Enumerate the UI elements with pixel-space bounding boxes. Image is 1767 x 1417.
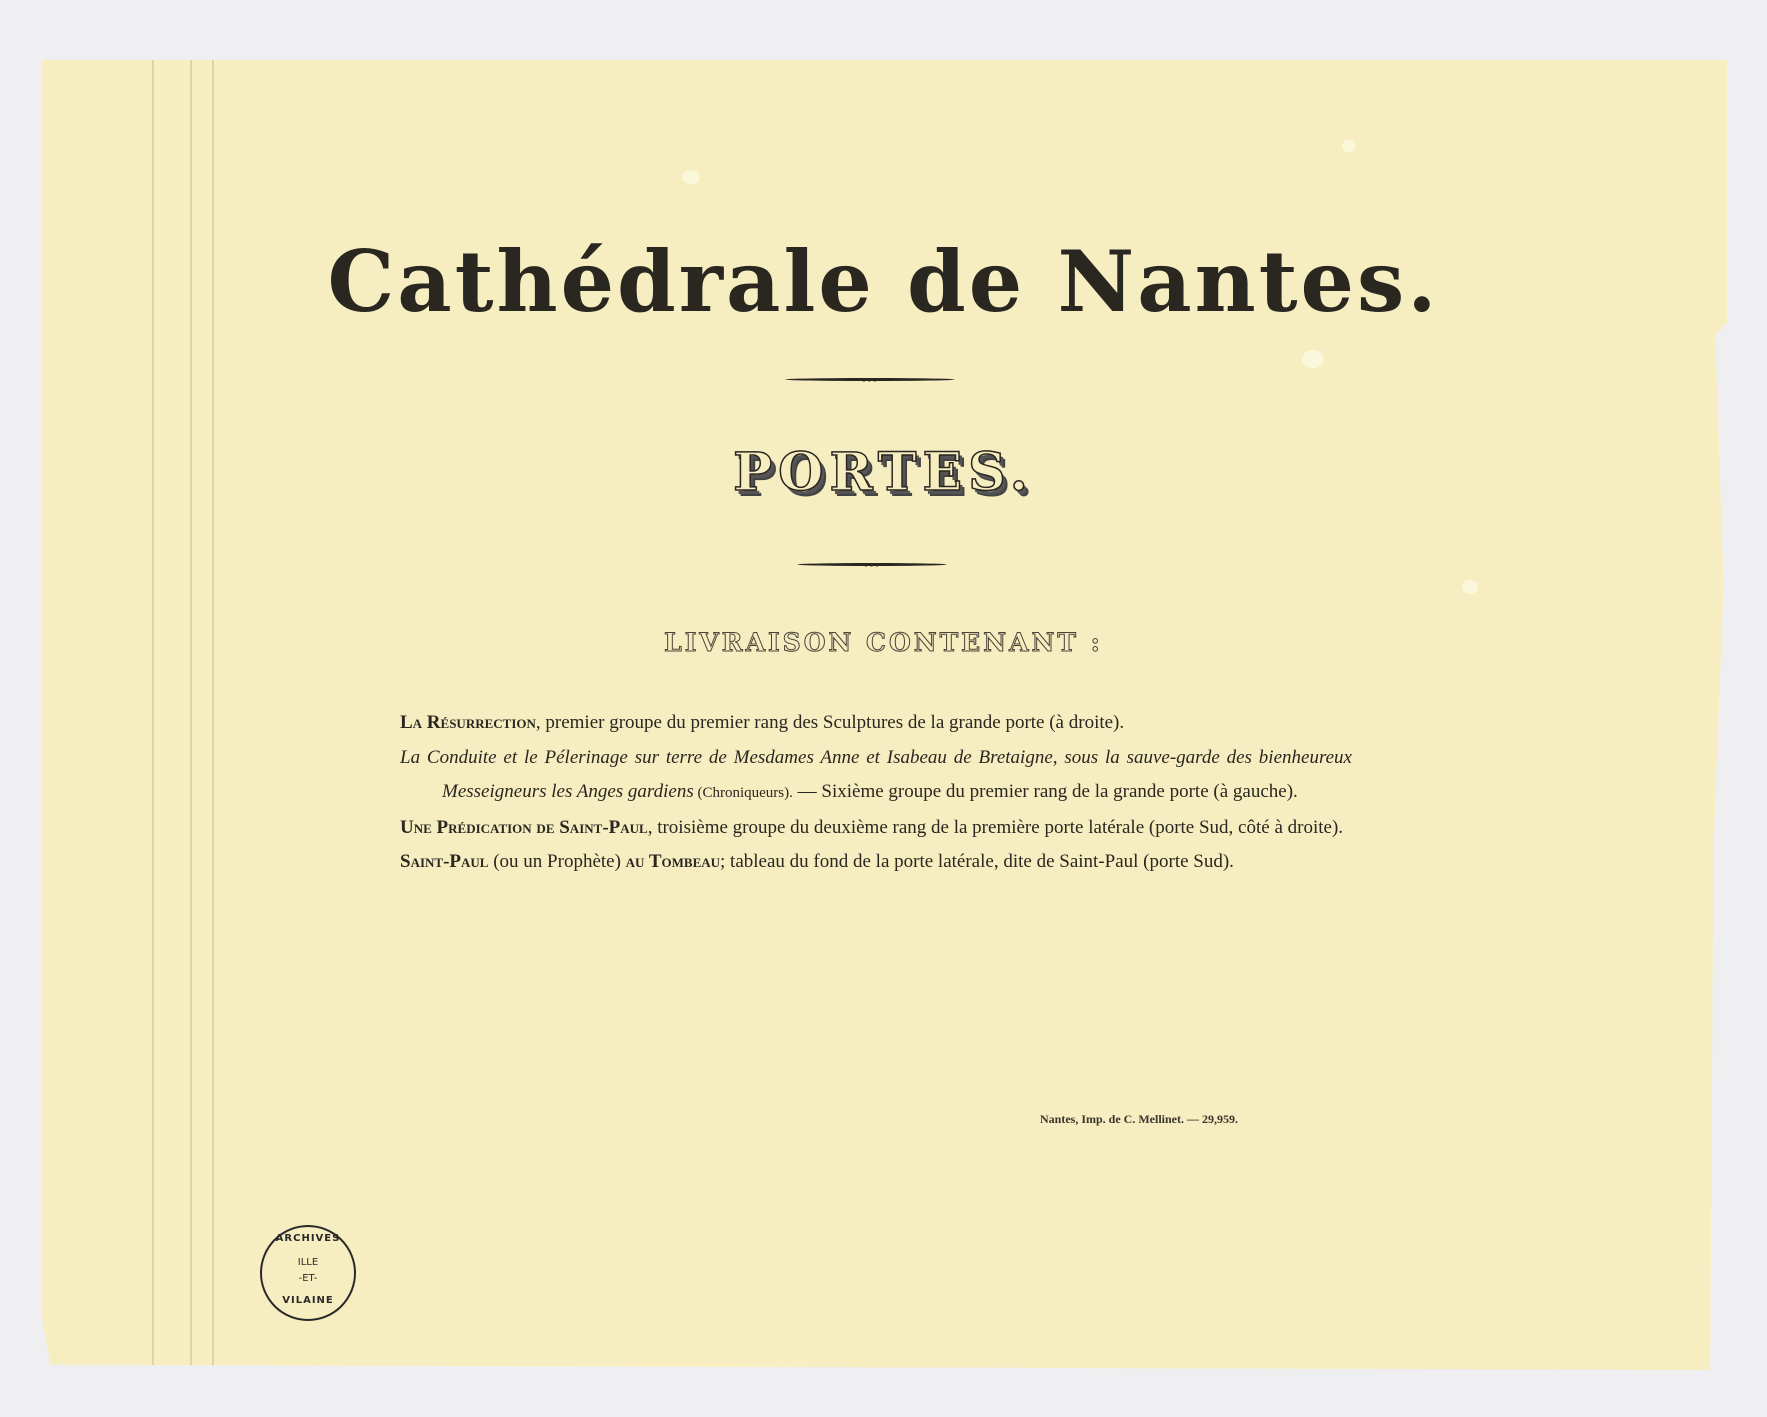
paper-foxing-spot [682,170,700,184]
contents-entry: La Résurrection, premier groupe du premier rang des Sculptures de la grande porte (à droite). [400,712,1125,733]
paper-foxing-spot [1462,580,1478,594]
archives-stamp: ARCHIVES ILLE -ET- VILAINE [260,1225,356,1321]
section-heading: LIVRAISON CONTENANT : [664,628,1103,657]
ornament-rule-bottom: ◦◦◦ [797,563,947,566]
ornament-rule-top: ◦◦◦ [785,378,955,381]
contents-entry: La Conduite et le Pélerinage sur terre de Mesdames Anne et Isabeau de Bretaigne, sous la sauve-garde des bienheureux Messeigneurs les Anges gardiens (Chroniqueurs). — Sixième groupe du premier rang de la grande porte (à gauche). [400,746,1352,802]
contents-list [400,706,1352,880]
document-title: Cathédrale de Nantes. [327,232,1440,331]
document-subtitle: PORTES. [733,442,1034,503]
contents-entry: Saint-Paul (ou un Prophète) au Tombeau; tableau du fond de la porte latérale, dite de Saint-Paul (porte Sud). [400,851,1234,872]
printer-imprint: Nantes, Imp. de C. Mellinet. — 29,959. [1040,1112,1238,1126]
paper-foxing-spot [1302,350,1324,368]
contents-entry: Une Prédication de Saint-Paul, troisième groupe du deuxième rang de la première porte latérale (porte Sud, côté à droite). [400,816,1344,838]
paper-foxing-spot [1342,140,1356,152]
